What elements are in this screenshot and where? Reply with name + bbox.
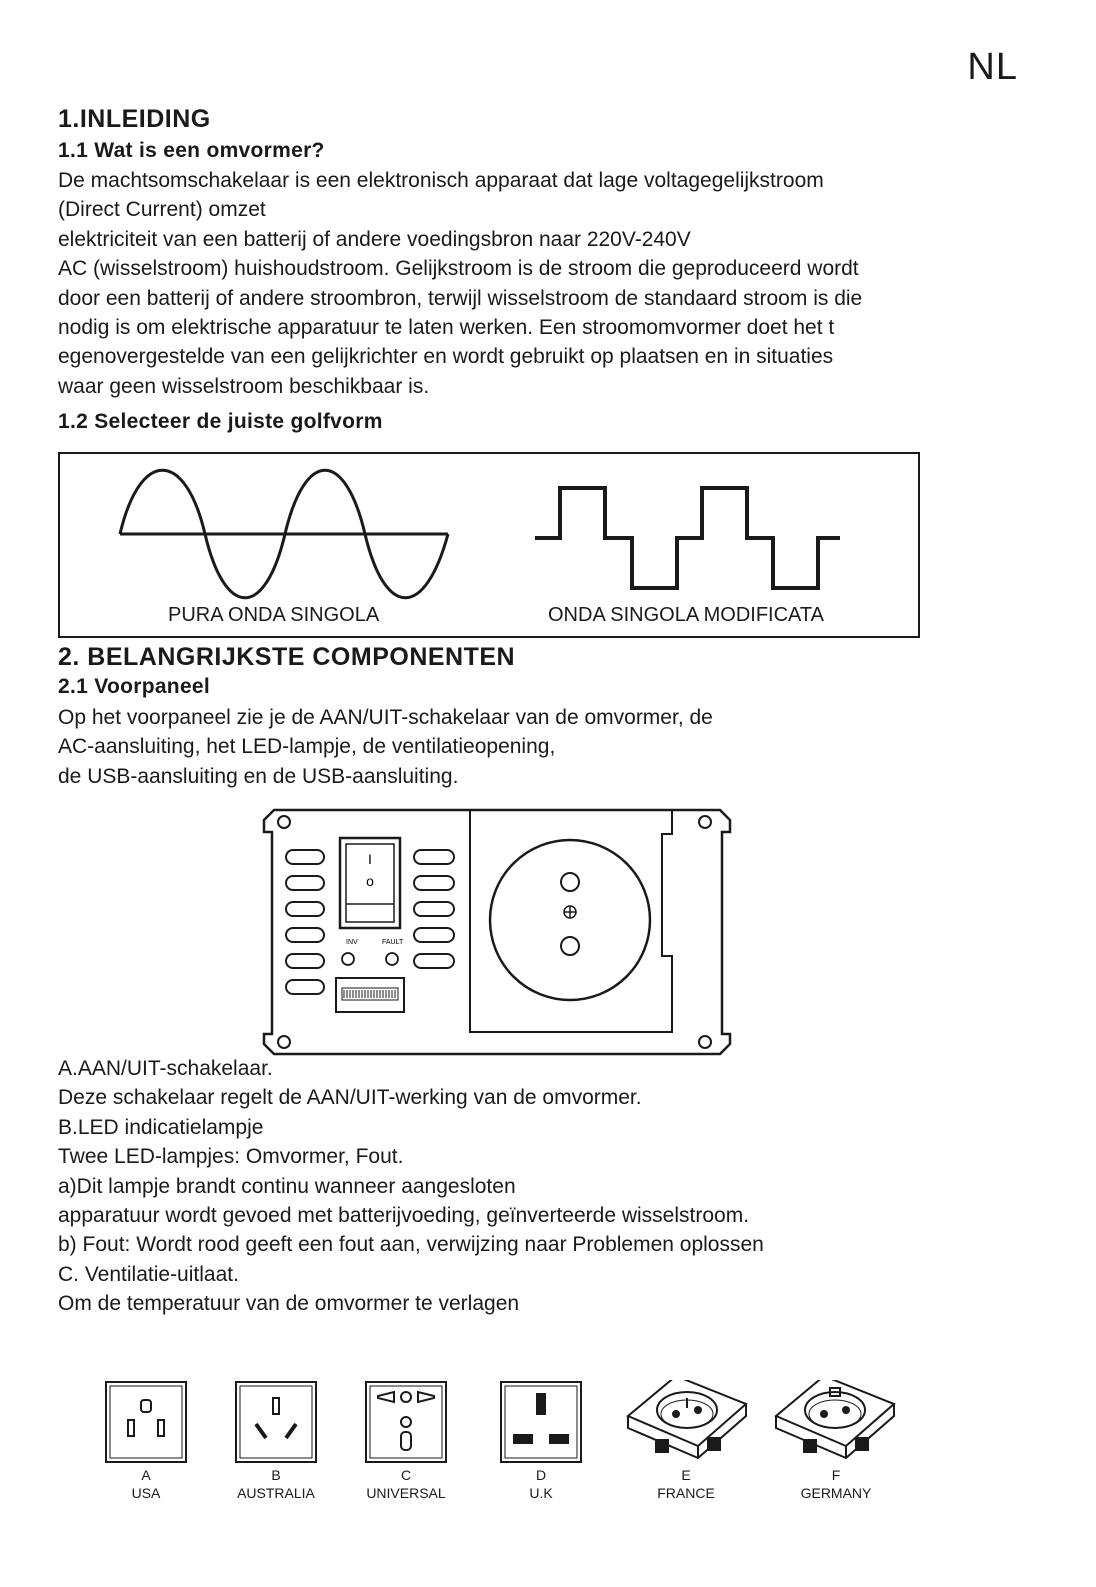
switch-off-mark: o [366, 873, 374, 889]
paragraph-line: egenovergestelde van een gelijkrichter en wordt gebruikt op plaatsen en in situaties [58, 345, 834, 369]
universal-socket-icon [366, 1382, 446, 1462]
ac-outlet-icon [490, 840, 650, 1000]
description-line: b) Fout: Wordt rood geeft een fout aan, verwijzing naar Problemen oplossen [58, 1233, 764, 1257]
paragraph-line: AC (wisselstroom) huishoudstroom. Gelijkstroom is de stroom die geproduceerd wordt [58, 257, 859, 281]
socket-letter: F [831, 1467, 841, 1483]
socket-label-australia [206, 1466, 346, 1502]
modified-wave-label: ONDA SINGOLA MODIFICATA [548, 604, 824, 626]
section1-sub2-title: 1.2 Selecteer de juiste golfvorm [58, 410, 383, 433]
section2-sub1-title: 2.1 Voorpaneel [58, 675, 211, 698]
socket-name: AUSTRALIA [237, 1485, 315, 1501]
screw-icon [278, 816, 290, 828]
socket-name: UNIVERSAL [366, 1485, 446, 1501]
right-vents [414, 850, 454, 968]
led-inv-icon [342, 953, 354, 965]
uk-socket-icon [501, 1382, 581, 1462]
front-panel-diagram [262, 806, 736, 1058]
description-line: a)Dit lampje brandt continu wanneer aangesloten [58, 1174, 516, 1198]
led-fault-label: FAULT [382, 939, 404, 946]
paragraph-line: Op het voorpaneel zie je de AAN/UIT-schakelaar van de omvormer, de [58, 706, 713, 729]
description-line: Om de temperatuur van de omvormer te verlagen [58, 1292, 520, 1316]
paragraph-line: waar geen wisselstroom beschikbaar is. [58, 374, 430, 398]
description-line: Deze schakelaar regelt de AAN/UIT-werking van de omvormer. [58, 1086, 642, 1110]
germany-socket-icon [776, 1380, 894, 1458]
paragraph-line: elektriciteit van een batterij of andere voedingsbron naar 220V-240V [58, 227, 691, 251]
socket-letter: C [400, 1467, 412, 1483]
socket-types-figure [96, 1380, 1016, 1530]
panel-outline [264, 810, 730, 1054]
outlet-hole-icon [561, 937, 579, 955]
socket-label-france [616, 1466, 756, 1502]
paragraph-line: de USB-aansluiting en de USB-aansluiting. [58, 764, 459, 788]
socket-name: GERMANY [800, 1485, 872, 1501]
paragraph-line: De machtsomschakelaar is een elektronisch apparaat dat lage voltagegelijkstroom [58, 169, 824, 192]
paragraph-line: (Direct Current) omzet [58, 198, 266, 222]
left-vents [286, 850, 324, 994]
socket-label-universal [336, 1466, 476, 1502]
front-panel-figure [262, 806, 736, 1063]
screw-icon [278, 1036, 290, 1048]
socket-label-uk [471, 1466, 611, 1502]
description-line: Twee LED-lampjes: Omvormer, Fout. [58, 1145, 404, 1169]
socket-name: U.K [529, 1485, 553, 1501]
outlet-hole-icon [561, 873, 579, 891]
section2-title: 2. BELANGRIJKSTE COMPONENTEN [58, 643, 516, 671]
pure-wave-label: PURA ONDA SINGOLA [168, 604, 380, 626]
socket-label-germany [766, 1466, 906, 1502]
france-socket-icon [628, 1380, 746, 1458]
usa-socket-icon [106, 1382, 186, 1462]
australia-socket-icon [236, 1382, 316, 1462]
component-descriptions [58, 1054, 764, 1319]
section1-sub1-paragraph [58, 166, 862, 401]
paragraph-line: AC-aansluiting, het LED-lampje, de ventilatieopening, [58, 735, 556, 759]
led-fault-icon [386, 953, 398, 965]
section1-sub1-title: 1.1 Wat is een omvormer? [58, 139, 325, 162]
socket-letter: B [271, 1467, 281, 1483]
socket-label-usa [76, 1466, 216, 1502]
language-code: NL [967, 46, 1018, 88]
ac-outlet-frame [470, 810, 672, 1032]
waveform-figure [58, 452, 920, 638]
paragraph-line: nodig is om elektrische apparatuur te laten werken. Een stroomomvormer doet het t [58, 316, 835, 340]
socket-letter: D [535, 1467, 547, 1483]
section2-sub1-paragraph [58, 703, 713, 791]
socket-types-diagram [96, 1380, 1016, 1480]
led-inv-label: INV [346, 939, 358, 946]
usb-port-pins [344, 990, 395, 998]
description-line: C. Ventilatie-uitlaat. [58, 1262, 239, 1286]
socket-name: FRANCE [657, 1485, 715, 1501]
screw-icon [699, 1036, 711, 1048]
paragraph-line: door een batterij of andere stroombron, terwijl wisselstroom de standaard stroom is die [58, 286, 863, 310]
modified-square-wave [535, 488, 840, 588]
socket-letter: E [681, 1467, 691, 1483]
screw-icon [699, 816, 711, 828]
description-line: apparatuur wordt gevoed met batterijvoeding, geïnverteerde wisselstroom. [58, 1204, 750, 1228]
description-line: B.LED indicatielampje [58, 1115, 264, 1139]
description-line: A.AAN/UIT-schakelaar. [58, 1057, 273, 1080]
switch-on-mark: I [368, 851, 372, 867]
socket-name: USA [131, 1485, 161, 1501]
section1-title: 1.INLEIDING [58, 105, 211, 133]
socket-letter: A [141, 1467, 151, 1483]
usb-port [336, 978, 404, 1012]
